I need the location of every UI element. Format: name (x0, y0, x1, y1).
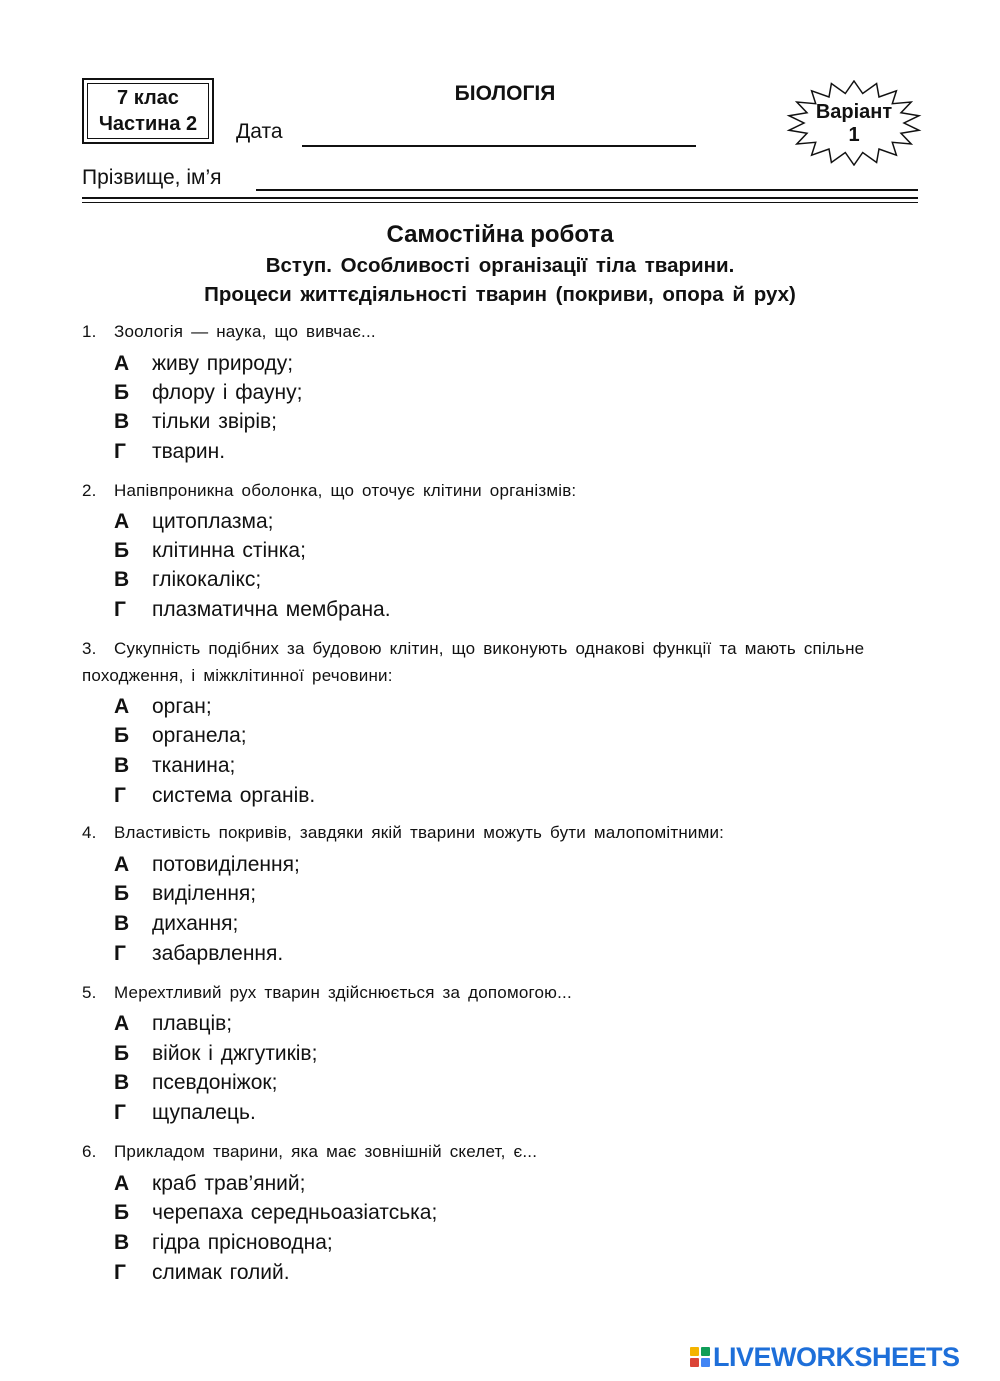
name-field[interactable] (256, 189, 918, 191)
option-6-b[interactable] (114, 1199, 437, 1227)
grade-box-inner (87, 83, 209, 139)
question-3 (82, 635, 922, 689)
option-text: забарвлення. (152, 942, 284, 965)
question-2 (82, 477, 922, 504)
option-letter: Г (114, 784, 126, 807)
option-5-b[interactable] (114, 1040, 317, 1068)
page-subtitle-line1: Вступ. Особливості організації тіла тварини. (265, 254, 735, 277)
option-2-d[interactable] (114, 596, 391, 624)
option-text: тканина; (152, 754, 236, 777)
variant-label: Варіант (815, 101, 893, 123)
option-letter: Г (114, 1261, 126, 1284)
option-1-a[interactable] (114, 350, 293, 378)
option-4-a[interactable] (114, 851, 300, 879)
option-letter: Г (114, 440, 126, 463)
option-5-d[interactable] (114, 1099, 256, 1127)
grade-label: 7 клас (117, 87, 179, 109)
variant-badge (786, 80, 922, 166)
variant-text (786, 101, 922, 147)
option-2-b[interactable] (114, 537, 306, 565)
page-subtitle-line2: Процеси життєдіяльності тварин (покриви, опора й рух) (204, 283, 796, 306)
question-number: 2. (82, 481, 97, 500)
option-text: цитоплазма; (152, 510, 274, 533)
option-text: орган; (152, 695, 212, 718)
option-letter: А (114, 853, 130, 876)
option-text: клітинна стінка; (152, 539, 306, 562)
option-letter: Б (114, 539, 130, 562)
date-field[interactable] (302, 145, 696, 147)
option-letter: Г (114, 1101, 126, 1124)
question-text: Прикладом тварини, яка має зовнішній скелет, є... (114, 1142, 538, 1161)
logo-block (701, 1358, 710, 1367)
option-letter: Б (114, 724, 130, 747)
question-number: 1. (82, 322, 97, 341)
option-text: псевдоніжок; (152, 1071, 278, 1094)
question-number: 4. (82, 823, 97, 842)
logo-block (701, 1347, 710, 1356)
option-1-c[interactable] (114, 408, 277, 436)
option-letter: А (114, 1012, 130, 1035)
option-letter: В (114, 912, 130, 935)
option-4-c[interactable] (114, 910, 238, 938)
option-text: органела; (152, 724, 247, 747)
liveworksheets-logo[interactable] (690, 1342, 960, 1372)
question-text: Властивість покривів, завдяки якій тварини можуть бути малопомітними: (114, 823, 725, 842)
option-text: флору і фауну; (152, 381, 303, 404)
part-label: Частина 2 (98, 113, 198, 135)
option-text: дихання; (152, 912, 239, 935)
question-number: 6. (82, 1142, 97, 1161)
option-letter: В (114, 1231, 130, 1254)
grade-box (82, 78, 214, 144)
question-text: Сукупність подібних за будовою клітин, що виконують однакові функції та мають спільне походження, і міжклітинної речовини: (82, 639, 865, 685)
option-5-a[interactable] (114, 1010, 232, 1038)
option-text: гідра прісноводна; (152, 1231, 333, 1254)
header-divider-thin (82, 202, 918, 203)
option-text: тварин. (152, 440, 226, 463)
question-text: Зоологія — наука, що вивчає... (114, 322, 376, 341)
name-label: Прізвище, ім’я (82, 166, 222, 189)
subject-title: БІОЛОГІЯ (454, 82, 556, 105)
option-4-b[interactable] (114, 880, 256, 908)
option-3-b[interactable] (114, 722, 247, 750)
date-label: Дата (236, 120, 283, 143)
option-text: краб трав’яний; (152, 1172, 306, 1195)
question-text: Мерехтливий рух тварин здійснюється за допомогою... (114, 983, 572, 1002)
option-6-c[interactable] (114, 1229, 333, 1257)
question-6 (82, 1138, 922, 1165)
logo-blocks-icon (690, 1347, 710, 1367)
question-5 (82, 979, 922, 1006)
logo-block (690, 1358, 699, 1367)
option-3-d[interactable] (114, 782, 315, 810)
option-text: плазматична мембрана. (152, 598, 391, 621)
page-title: Самостійна робота (386, 221, 614, 248)
option-letter: Г (114, 942, 126, 965)
option-text: тільки звірів; (152, 410, 278, 433)
question-number: 3. (82, 639, 97, 658)
header-divider-thick (82, 197, 918, 199)
option-letter: А (114, 352, 130, 375)
option-2-a[interactable] (114, 508, 273, 536)
option-1-d[interactable] (114, 438, 225, 466)
option-text: черепаха середньоазіатська; (152, 1201, 438, 1224)
option-letter: Б (114, 1201, 130, 1224)
option-3-c[interactable] (114, 752, 235, 780)
option-letter: А (114, 695, 130, 718)
variant-number: 1 (848, 124, 860, 146)
option-text: слимак голий. (152, 1261, 290, 1284)
option-2-c[interactable] (114, 566, 261, 594)
option-6-a[interactable] (114, 1170, 305, 1198)
option-letter: Б (114, 381, 130, 404)
option-5-c[interactable] (114, 1069, 277, 1097)
option-text: живу природу; (152, 352, 294, 375)
option-4-d[interactable] (114, 940, 283, 968)
option-text: плавців; (152, 1012, 233, 1035)
option-letter: В (114, 568, 130, 591)
option-3-a[interactable] (114, 693, 212, 721)
option-letter: Г (114, 598, 126, 621)
question-number: 5. (82, 983, 97, 1002)
option-letter: В (114, 410, 130, 433)
option-1-b[interactable] (114, 379, 302, 407)
logo-text: LIVEWORKSHEETS (713, 1341, 960, 1372)
option-6-d[interactable] (114, 1259, 290, 1287)
option-text: щупалець. (152, 1101, 256, 1124)
option-letter: Б (114, 882, 130, 905)
option-text: війок і джгутиків; (152, 1042, 318, 1065)
option-letter: В (114, 754, 130, 777)
question-text: Напівпроникна оболонка, що оточує клітини організмів: (114, 481, 577, 500)
option-text: система органів. (152, 784, 316, 807)
option-letter: А (114, 1172, 130, 1195)
option-letter: В (114, 1071, 130, 1094)
question-4 (82, 819, 922, 846)
option-text: глікокалікс; (152, 568, 262, 591)
option-text: виділення; (152, 882, 257, 905)
option-text: потовиділення; (152, 853, 300, 876)
option-letter: А (114, 510, 130, 533)
question-1 (82, 318, 922, 345)
option-letter: Б (114, 1042, 130, 1065)
logo-block (690, 1347, 699, 1356)
